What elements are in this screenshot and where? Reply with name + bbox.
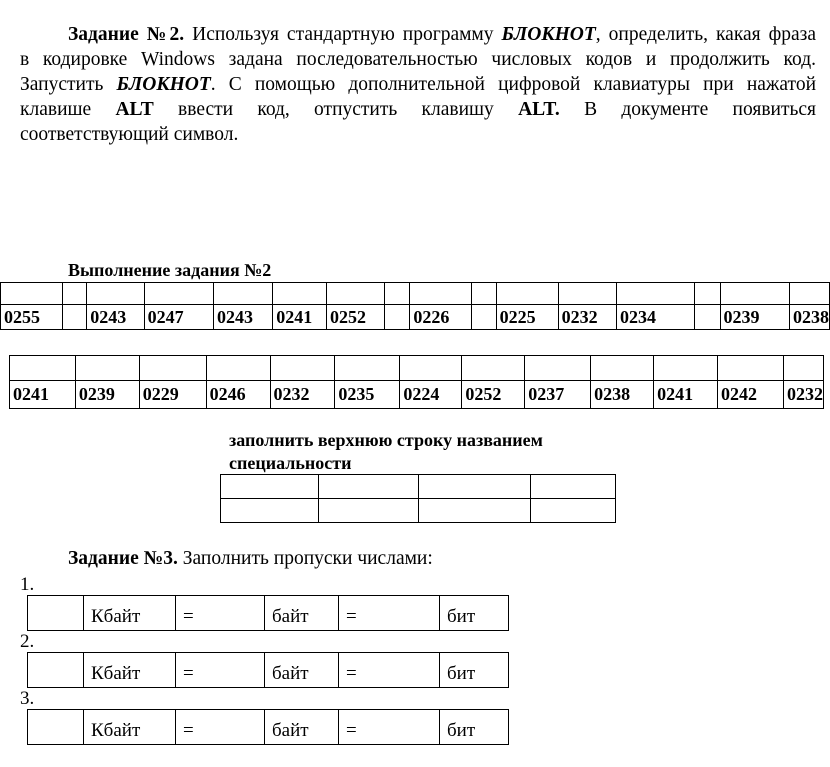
code-cell: 0252 [462,381,525,409]
bit-input[interactable] [339,710,440,745]
byte-label: байт [265,710,339,745]
task2-text: , определить, какая фраза [595,24,817,45]
answer-cell[interactable] [385,283,410,305]
codes-row [1,305,830,330]
code-cell [695,305,720,330]
task2-text: В документе появиться [584,99,817,120]
answer-cell[interactable] [591,356,654,381]
item-number: 1. [20,574,35,595]
kbyte-input[interactable] [28,653,84,688]
task2-line-2: в кодировке Windows задана последовательностью числовых кодов и продолжить код. [20,49,816,70]
code-cell [385,305,410,330]
code-cell [63,305,87,330]
specialty-cell[interactable] [531,475,616,499]
specialty-row [221,475,616,499]
answer-cell[interactable] [139,356,206,381]
byte-label: байт [265,653,339,688]
answer-cell[interactable] [472,283,496,305]
answer-cell[interactable] [720,283,789,305]
code-cell: 0225 [496,305,558,330]
answer-cell[interactable] [695,283,720,305]
task2-text: . С помощью дополнительной цифровой клавиатуры при нажатой [210,74,816,95]
code-cell: 0246 [206,381,270,409]
code-cell: 0234 [616,305,695,330]
answer-cell[interactable] [654,356,718,381]
answer-cell[interactable] [525,356,591,381]
task2-line-1 [20,22,816,47]
answer-cell[interactable] [326,283,384,305]
code-cell: 0237 [525,381,591,409]
answer-cell[interactable] [87,283,144,305]
byte-input[interactable] [176,710,265,745]
kbyte-input[interactable] [28,710,84,745]
answer-row [1,283,830,305]
answer-cell[interactable] [496,283,558,305]
answer-cell[interactable] [75,356,139,381]
task2-line-5: соответствующий символ. [20,124,239,145]
codes-table-1 [0,282,830,330]
code-cell: 0235 [335,381,400,409]
kbyte-label: Кбайт [84,596,176,631]
task2-text: Запустить [20,74,104,95]
specialty-cell[interactable] [221,475,319,499]
specialty-cell[interactable] [419,499,531,523]
bit-label: бит [440,653,509,688]
code-cell: 0242 [718,381,784,409]
code-cell: 0247 [144,305,213,330]
equals-sign: = [183,606,194,627]
answer-cell[interactable] [206,356,270,381]
bit-input[interactable] [339,596,440,631]
specialty-cell[interactable] [531,499,616,523]
item-number: 3. [20,688,35,709]
code-cell: 0232 [784,381,824,409]
answer-cell[interactable] [273,283,327,305]
answer-cell[interactable] [270,356,335,381]
answer-cell[interactable] [10,356,76,381]
execution-heading: Выполнение задания №2 [68,260,272,280]
code-cell: 0241 [654,381,718,409]
code-cell: 0255 [1,305,63,330]
equals-sign: = [346,663,357,684]
answer-cell[interactable] [462,356,525,381]
code-cell: 0239 [720,305,789,330]
answer-cell[interactable] [63,283,87,305]
kbyte-label: Кбайт [84,710,176,745]
notepad-name: БЛОКНОТ [501,24,596,45]
task2-text: ввести код, отпустить клавишу [178,99,494,120]
codes-table-2 [9,355,824,409]
equals-sign: = [183,720,194,741]
code-cell: 0226 [410,305,472,330]
kbyte-label: Кбайт [84,653,176,688]
task2-title: Задание №2. [68,24,185,45]
task2-line-4 [20,97,816,122]
answer-cell[interactable] [144,283,213,305]
specialty-table [220,474,616,523]
conversion-row-1 [27,595,509,631]
conversion-row-2 [27,652,509,688]
alt-key: ALT. [518,99,560,120]
code-cell: 0238 [591,381,654,409]
answer-cell[interactable] [718,356,784,381]
specialty-cell[interactable] [319,475,419,499]
conversion-row-3 [27,709,509,745]
item-number: 2. [20,631,35,652]
specialty-note [229,429,543,475]
task2-paragraph [20,22,816,147]
bit-label: бит [440,596,509,631]
answer-cell[interactable] [1,283,63,305]
task2-text: Используя стандартную программу [192,24,494,45]
answer-cell[interactable] [400,356,462,381]
code-cell: 0239 [75,381,139,409]
answer-cell[interactable] [784,356,824,381]
specialty-cell[interactable] [419,475,531,499]
code-cell: 0241 [10,381,76,409]
answer-cell[interactable] [558,283,616,305]
code-cell: 0232 [270,381,335,409]
byte-label: байт [265,596,339,631]
task2-line-3 [20,72,816,97]
code-cell: 0229 [139,381,206,409]
equals-sign: = [183,663,194,684]
code-cell: 0238 [790,305,830,330]
answer-cell[interactable] [616,283,695,305]
answer-cell[interactable] [335,356,400,381]
specialty-cell[interactable] [319,499,419,523]
byte-input[interactable] [176,653,265,688]
equals-sign: = [346,606,357,627]
task2-text: клавише [20,99,92,120]
bit-label: бит [440,710,509,745]
alt-key: ALT [115,99,154,120]
specialty-note-line-2: специальности [229,453,352,473]
byte-input[interactable] [176,596,265,631]
task3-title: Задание №3. [68,548,178,569]
specialty-cell[interactable] [221,499,319,523]
task3-heading [68,548,433,570]
kbyte-input[interactable] [28,596,84,631]
codes-row [10,381,824,409]
answer-cell[interactable] [213,283,272,305]
code-cell: 0252 [326,305,384,330]
specialty-note-line-1: заполнить верхнюю строку названием [229,430,543,450]
code-cell: 0241 [273,305,327,330]
notepad-name: БЛОКНОТ [116,74,211,95]
bit-input[interactable] [339,653,440,688]
code-cell: 0243 [87,305,144,330]
answer-row [10,356,824,381]
code-cell: 0224 [400,381,462,409]
answer-cell[interactable] [790,283,830,305]
equals-sign: = [346,720,357,741]
specialty-row [221,499,616,523]
task3-text: Заполнить пропуски числами: [182,548,433,569]
code-cell: 0243 [213,305,272,330]
code-cell: 0232 [558,305,616,330]
code-cell [472,305,496,330]
answer-cell[interactable] [410,283,472,305]
